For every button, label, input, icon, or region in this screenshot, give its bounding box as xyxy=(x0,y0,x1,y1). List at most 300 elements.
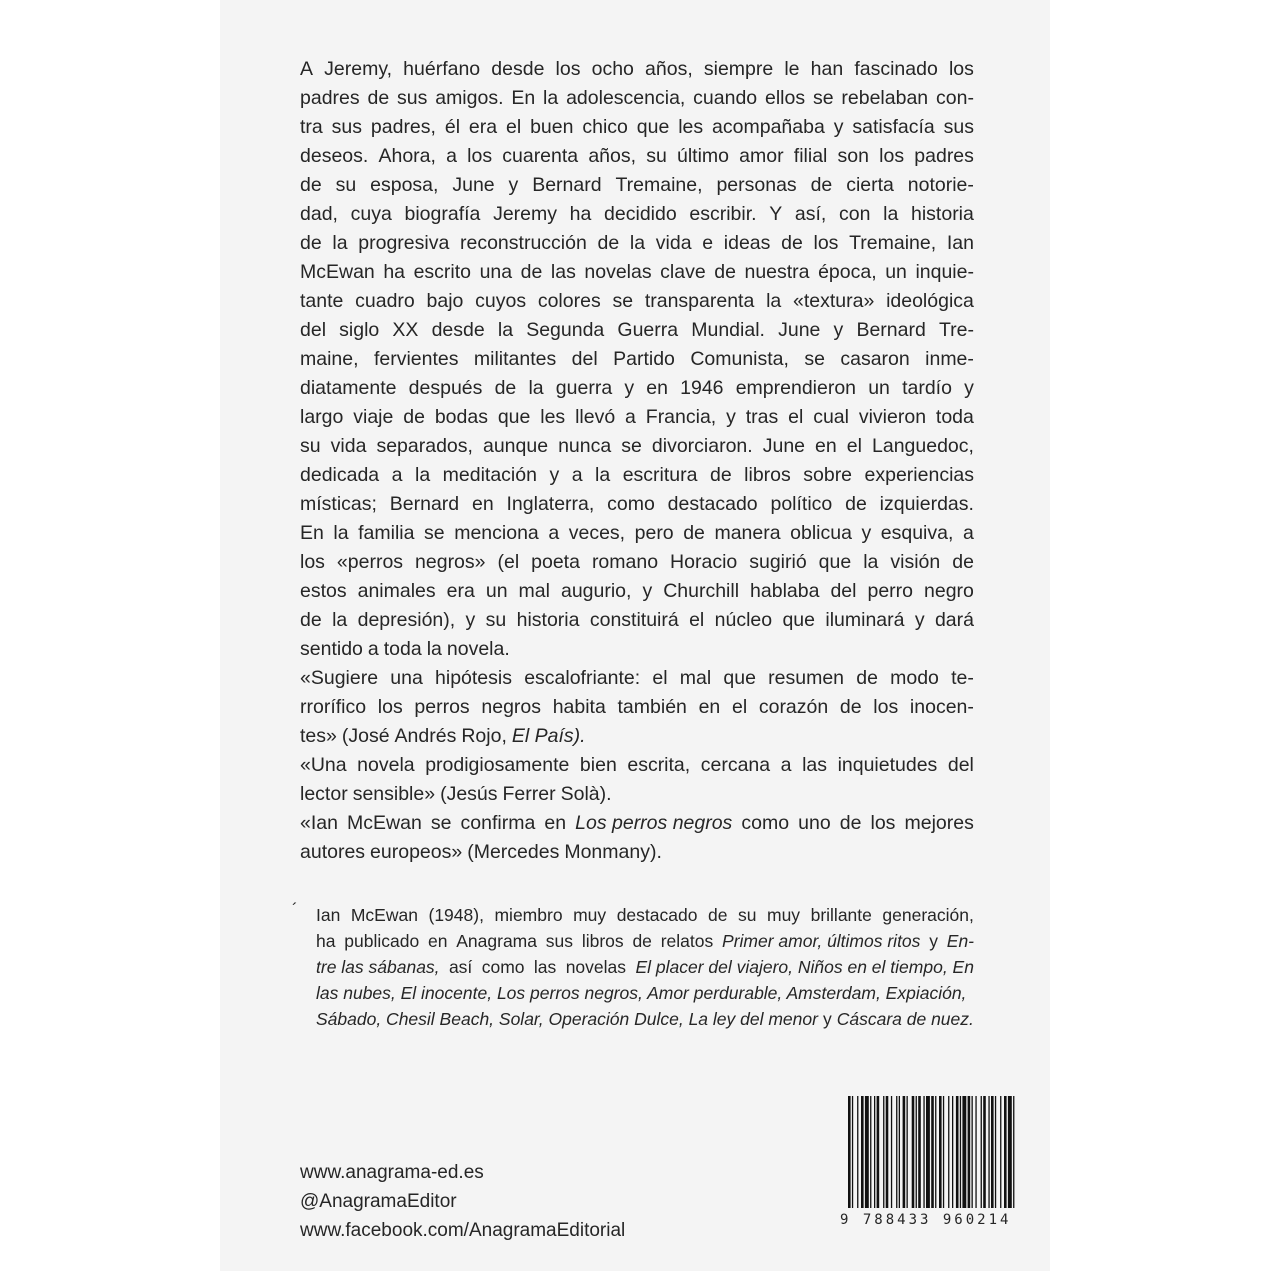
word: último xyxy=(676,145,729,167)
word: ellos xyxy=(765,87,806,109)
word: y xyxy=(914,609,925,631)
barcode-bar xyxy=(943,1096,944,1208)
word: de xyxy=(300,174,322,196)
word: los xyxy=(873,696,899,718)
word: cuya xyxy=(350,203,392,225)
word: historia xyxy=(911,203,974,225)
author-bio xyxy=(292,900,974,1032)
word: época, xyxy=(818,261,877,283)
word: las nubes, El inocente, Los perros negros, Amor perdurable, Amsterdam, Expiación, xyxy=(316,983,967,1003)
word: Monmany). xyxy=(564,841,662,863)
word: un xyxy=(885,261,907,283)
word: sensible» xyxy=(352,783,436,805)
word: a xyxy=(446,145,457,167)
word: escritura xyxy=(622,464,698,486)
word: En xyxy=(300,522,324,544)
word: a xyxy=(625,406,636,428)
word: fervientes xyxy=(373,348,459,370)
word: acompañaba xyxy=(712,116,825,138)
word: padres xyxy=(300,87,360,109)
synopsis-line xyxy=(300,664,974,693)
synopsis-line xyxy=(300,751,974,780)
synopsis-line xyxy=(300,200,974,229)
word: McEwan xyxy=(347,812,422,834)
word: buen xyxy=(530,116,574,138)
word: se xyxy=(621,435,642,457)
word: Inglaterra, xyxy=(506,493,595,515)
word: izquierdas. xyxy=(879,493,974,515)
word: mal xyxy=(679,667,712,689)
word: sugirió xyxy=(749,551,807,573)
word: su xyxy=(335,174,357,196)
word: como xyxy=(607,493,655,515)
word: dad, xyxy=(300,203,338,225)
word: muy xyxy=(767,905,801,925)
word: sus xyxy=(397,87,428,109)
word: June xyxy=(452,174,495,196)
word: Sábado, Chesil Beach, Solar, Operación Dulce, La ley del menor xyxy=(316,1009,818,1029)
word: mejores xyxy=(904,812,974,834)
barcode-bar xyxy=(916,1096,917,1208)
word: escalofriante: xyxy=(524,667,641,689)
word: que xyxy=(497,406,531,428)
word: siglo xyxy=(339,319,380,341)
word: uno xyxy=(798,812,831,834)
word: las xyxy=(802,754,828,776)
word: novela xyxy=(357,754,415,776)
word: escribir. xyxy=(689,203,757,225)
word: «textura» xyxy=(793,290,875,312)
synopsis-line xyxy=(300,171,974,200)
word: brillante xyxy=(810,905,872,925)
word: novela. xyxy=(446,638,510,660)
word: era xyxy=(468,116,498,138)
word: llevó xyxy=(575,406,616,428)
synopsis-line xyxy=(300,606,974,635)
word: Bernard xyxy=(532,174,602,196)
word: experiencias xyxy=(864,464,974,486)
word: lector xyxy=(300,783,348,805)
word: (el xyxy=(497,551,520,573)
word: el xyxy=(689,609,705,631)
word: y xyxy=(549,464,560,486)
barcode-bar xyxy=(907,1096,908,1208)
barcode-bar xyxy=(991,1096,994,1208)
word: A xyxy=(300,58,314,80)
bio-line xyxy=(300,928,974,954)
word: perro xyxy=(867,580,914,602)
word: que xyxy=(782,609,815,631)
word: cierta xyxy=(846,174,894,196)
word: Languedoc, xyxy=(872,435,974,457)
word: (1948), xyxy=(428,905,484,925)
isbn-digits: 9 788433 960214 xyxy=(840,1212,1012,1228)
word: autores xyxy=(300,841,366,863)
word: del xyxy=(947,754,974,776)
word: libros xyxy=(581,931,624,951)
word: fascinado xyxy=(854,58,938,80)
barcode-bar xyxy=(861,1096,864,1208)
word: emprendieron xyxy=(735,377,857,399)
word: viaje xyxy=(353,406,394,428)
word: de xyxy=(714,261,736,283)
word: Segunda xyxy=(526,319,605,341)
word: Francia, xyxy=(645,406,717,428)
word: padres, xyxy=(370,116,436,138)
barcode-bar xyxy=(877,1096,880,1208)
word: rebelaban xyxy=(841,87,929,109)
word: inquie- xyxy=(915,261,974,283)
word: la xyxy=(766,290,782,312)
word: la xyxy=(333,522,349,544)
word: de xyxy=(632,931,652,951)
word: familia xyxy=(358,522,415,544)
word: desde xyxy=(491,58,545,80)
word: sus xyxy=(545,931,574,951)
word: a xyxy=(780,754,792,776)
word: los xyxy=(948,58,974,80)
word: se xyxy=(430,812,452,834)
word: tre las sábanas, xyxy=(316,957,440,977)
word: el xyxy=(788,406,804,428)
word: bien xyxy=(579,754,617,776)
word: Los perros negros xyxy=(575,812,733,834)
word: el xyxy=(506,116,522,138)
word: vivieron xyxy=(858,406,927,428)
word: el xyxy=(652,667,668,689)
bio-line xyxy=(300,980,974,1006)
word: una xyxy=(479,261,513,283)
word: augurio, xyxy=(560,580,632,602)
word: en xyxy=(544,812,567,834)
barcode-bar xyxy=(956,1096,959,1208)
word: una xyxy=(390,667,423,689)
word: sentido xyxy=(300,638,363,660)
word: Andrés xyxy=(394,725,457,747)
barcode-bar xyxy=(899,1096,900,1208)
synopsis-line xyxy=(300,722,974,751)
word: de xyxy=(845,493,867,515)
word: chico xyxy=(582,116,628,138)
word: a xyxy=(391,464,403,486)
word: y xyxy=(822,1009,832,1029)
word: le xyxy=(784,58,800,80)
word: Tremaine, xyxy=(615,174,703,196)
word: y xyxy=(624,377,635,399)
word: personas xyxy=(716,174,797,196)
word: poeta xyxy=(531,551,580,573)
word: McEwan xyxy=(350,905,418,925)
word: su xyxy=(485,609,507,631)
synopsis-line xyxy=(300,490,974,519)
word: padres xyxy=(914,145,974,167)
word: así, xyxy=(794,203,827,225)
word: ha xyxy=(383,261,406,283)
word: Jeremy xyxy=(493,203,557,225)
word: tes» xyxy=(300,725,337,747)
barcode-bar xyxy=(903,1096,906,1208)
word: Rojo, xyxy=(461,725,507,747)
website-link[interactable]: www.anagrama-ed.es xyxy=(300,1162,484,1183)
word: Solà). xyxy=(560,783,612,805)
word: ideas xyxy=(723,232,771,254)
word: a xyxy=(571,464,583,486)
barcode-bar xyxy=(983,1096,986,1208)
synopsis-line xyxy=(300,374,974,403)
word: menciona xyxy=(454,522,539,544)
word: político xyxy=(770,493,833,515)
word: núcleo xyxy=(714,609,773,631)
word: la xyxy=(426,638,442,660)
word: Horacio xyxy=(670,551,738,573)
word: y xyxy=(726,406,736,428)
word: ha xyxy=(569,203,592,225)
word: maine, xyxy=(300,348,359,370)
word: nunca xyxy=(558,435,612,457)
synopsis-line xyxy=(300,55,974,84)
barcode-bar xyxy=(952,1096,953,1208)
word: Tre- xyxy=(938,319,974,341)
word: un xyxy=(485,580,508,602)
barcode-bar xyxy=(968,1096,971,1208)
word: de xyxy=(597,232,620,254)
word: habita xyxy=(552,696,606,718)
word: oblicua xyxy=(790,522,852,544)
word: McEwan xyxy=(300,261,375,283)
synopsis-line xyxy=(300,838,974,867)
word: y xyxy=(642,580,653,602)
synopsis-line xyxy=(300,780,974,809)
word: de xyxy=(709,464,732,486)
word: y xyxy=(833,319,844,341)
word: después xyxy=(408,377,483,399)
word: inquietudes xyxy=(837,754,938,776)
word: escrita, xyxy=(627,754,691,776)
word: animales xyxy=(357,580,436,602)
word: Ahora, xyxy=(378,145,436,167)
word: novelas xyxy=(584,261,652,283)
word: de xyxy=(810,174,833,196)
word: dará xyxy=(934,609,974,631)
word: se xyxy=(424,522,445,544)
word: bodas xyxy=(434,406,488,428)
word: clave xyxy=(660,261,706,283)
word: como xyxy=(481,957,525,977)
synopsis-line xyxy=(300,287,974,316)
word: se xyxy=(612,290,634,312)
word: (Mercedes xyxy=(467,841,560,863)
word: las xyxy=(550,261,576,283)
barcode-bar xyxy=(995,1096,996,1208)
word: como xyxy=(741,812,790,834)
barcode-bar xyxy=(891,1096,892,1208)
word: cual xyxy=(813,406,849,428)
synopsis-line xyxy=(300,432,974,461)
word: notorie- xyxy=(907,174,974,196)
word: siempre xyxy=(703,58,774,80)
word: tras xyxy=(745,406,779,428)
word: hablaba xyxy=(750,580,820,602)
word: estos xyxy=(300,580,347,602)
word: separados, xyxy=(376,435,473,457)
word: tardío xyxy=(902,377,952,399)
word: progresiva xyxy=(358,232,450,254)
word: destacado xyxy=(667,493,758,515)
barcode-bar xyxy=(1000,1096,1001,1208)
word: Ian xyxy=(946,232,974,254)
word: los xyxy=(467,145,493,167)
word: huérfano xyxy=(403,58,481,80)
word: los xyxy=(879,145,905,167)
word: los xyxy=(870,812,896,834)
word: «Sugiere xyxy=(300,667,379,689)
word: te- xyxy=(951,667,974,689)
word: la xyxy=(528,377,544,399)
word: cuarenta xyxy=(502,145,579,167)
word: son xyxy=(837,145,869,167)
barcode-bar xyxy=(1008,1096,1012,1208)
word: la xyxy=(883,203,899,225)
barcode-bar xyxy=(972,1096,973,1208)
word: En- xyxy=(946,931,974,951)
word: cuando xyxy=(693,87,758,109)
facebook-link[interactable]: www.facebook.com/AnagramaEditorial xyxy=(300,1220,626,1241)
word: sus xyxy=(943,116,974,138)
synopsis-line xyxy=(300,229,974,258)
word: veces, xyxy=(568,522,626,544)
word: él xyxy=(444,116,461,138)
word: tante xyxy=(300,290,344,312)
word: depresión), xyxy=(357,609,456,631)
word: toda xyxy=(935,406,974,428)
word: 1946 xyxy=(680,377,724,399)
word: la xyxy=(497,319,514,341)
word: generación, xyxy=(882,905,974,925)
word: «perros xyxy=(336,551,404,573)
synopsis-line xyxy=(300,635,974,664)
synopsis-line xyxy=(300,113,974,142)
word: Bernard xyxy=(856,319,926,341)
synopsis-line xyxy=(300,258,974,287)
word: perros xyxy=(414,696,470,718)
word: que xyxy=(818,551,852,573)
word: las xyxy=(533,957,557,977)
word: escrito xyxy=(413,261,472,283)
word: de xyxy=(707,905,728,925)
word: la xyxy=(332,232,348,254)
word: de xyxy=(494,377,517,399)
word: negros xyxy=(481,696,541,718)
word: June xyxy=(778,319,821,341)
word: Comunista, xyxy=(690,348,789,370)
word: esposa, xyxy=(370,174,439,196)
barcode-bar xyxy=(912,1096,915,1208)
word: la xyxy=(414,464,431,486)
word: cuyos xyxy=(475,290,527,312)
barcode-bar xyxy=(948,1096,949,1208)
word: su xyxy=(300,435,321,457)
word: biografía xyxy=(404,203,481,225)
word: Mundial. xyxy=(691,319,765,341)
word: publicado xyxy=(344,931,420,951)
barcode-bar xyxy=(923,1096,924,1208)
word: «Ian xyxy=(300,812,338,834)
word: que xyxy=(636,116,670,138)
word: constituirá xyxy=(589,609,679,631)
synopsis-line xyxy=(300,403,974,432)
word: historia xyxy=(516,609,580,631)
word: en xyxy=(698,696,721,718)
word: prodigiosamente xyxy=(425,754,570,776)
word: «Una xyxy=(300,754,347,776)
word: del xyxy=(300,319,327,341)
word: han xyxy=(810,58,844,80)
word: XX xyxy=(392,319,419,341)
synopsis-line xyxy=(300,142,974,171)
word: Partido xyxy=(613,348,675,370)
word: ideológica xyxy=(886,290,974,312)
barcode-bar xyxy=(1013,1096,1014,1208)
twitter-handle[interactable]: @AnagramaEditor xyxy=(300,1191,457,1212)
word: En xyxy=(511,87,536,109)
word: vida xyxy=(330,435,367,457)
word: la xyxy=(629,232,646,254)
word: los xyxy=(300,551,325,573)
word: manera xyxy=(714,522,781,544)
word: su xyxy=(737,905,757,925)
word: June xyxy=(762,435,806,457)
word: pero xyxy=(634,522,674,544)
word: satisfacía xyxy=(852,116,935,138)
word: corazón xyxy=(758,696,829,718)
barcode-bar xyxy=(886,1096,889,1208)
word: desde xyxy=(431,319,485,341)
word: esquiva, xyxy=(880,522,954,544)
word: inme- xyxy=(925,348,974,370)
word: negro xyxy=(924,580,974,602)
word: de xyxy=(520,261,543,283)
word: transparenta xyxy=(644,290,755,312)
word: sus xyxy=(331,116,363,138)
word: Primer amor, últimos ritos xyxy=(722,931,921,951)
word: la xyxy=(863,551,879,573)
word: Bernard xyxy=(389,493,460,515)
bio-line xyxy=(300,954,974,980)
word: visión xyxy=(890,551,941,573)
word: se xyxy=(812,87,834,109)
synopsis-line xyxy=(300,345,974,374)
word: colores xyxy=(537,290,601,312)
barcode-bar xyxy=(1004,1096,1007,1208)
word: la xyxy=(543,87,559,109)
word: guerra xyxy=(555,377,613,399)
barcode-bar xyxy=(852,1096,853,1208)
word: y xyxy=(929,931,938,951)
word: en xyxy=(427,931,448,951)
word: casaron xyxy=(840,348,910,370)
barcode-bar xyxy=(935,1096,936,1208)
word: militantes xyxy=(473,348,557,370)
barcode-bar xyxy=(918,1096,921,1208)
word: Churchill xyxy=(663,580,740,602)
word: de xyxy=(403,406,425,428)
word: cuadro xyxy=(355,290,415,312)
word: filial xyxy=(793,145,828,167)
bio-line xyxy=(300,1006,974,1032)
synopsis-line xyxy=(300,577,974,606)
barcode-bar xyxy=(865,1096,869,1208)
word: meditación xyxy=(442,464,537,486)
